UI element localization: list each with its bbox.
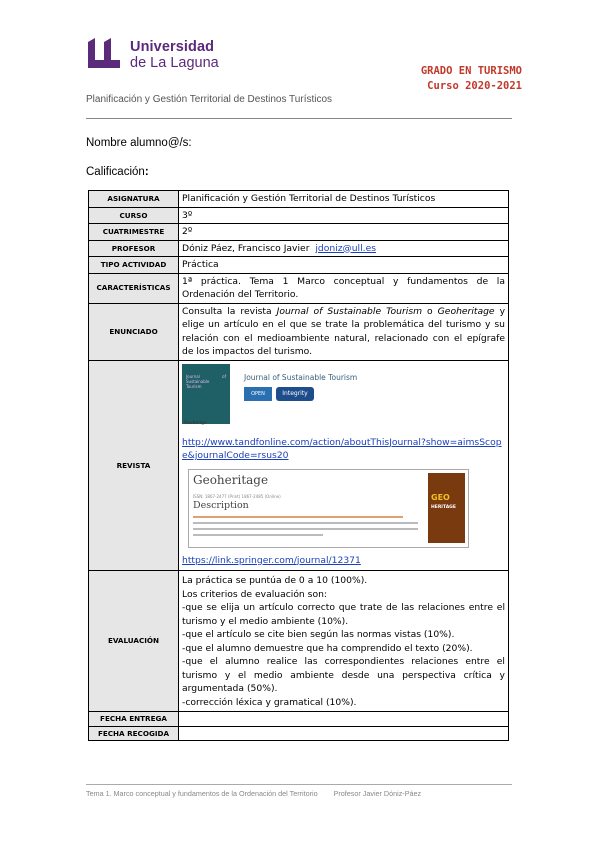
geo-cover-line2: HERITAGE [431, 504, 456, 510]
row-asignatura [89, 191, 509, 208]
jst-cover-title: Journal of Sustainable Tourism [186, 373, 226, 389]
row-evaluacion [89, 571, 509, 712]
enunciado-text-2: o [422, 305, 438, 317]
geoheritage-description-heading: Description [193, 499, 249, 511]
row-fecha-entrega [89, 712, 509, 727]
value-curso: 3º [179, 207, 509, 224]
label-tipo: TIPO ACTIVIDAD [89, 257, 179, 274]
row-profesor [89, 240, 509, 257]
geo-cover-line1: GEO [431, 492, 450, 502]
journal-name-1: Journal of Sustainable Tourism [276, 305, 423, 317]
geoheritage-link[interactable]: https://link.springer.com/journal/12371 [182, 554, 361, 566]
eval-line: La práctica se puntúa de 0 a 10 (100%). [182, 575, 368, 586]
label-cuatrimestre: CUATRIMESTRE [89, 224, 179, 241]
label-fecha-recogida: FECHA RECOGIDA [89, 726, 179, 741]
logo-line2: de La Laguna [130, 55, 219, 71]
geo-desc-line [193, 522, 418, 524]
header-divider [86, 118, 512, 119]
geo-desc-line [193, 516, 403, 518]
value-tipo: Práctica [179, 257, 509, 274]
value-cuatrimestre: 2º [179, 224, 509, 241]
geoheritage-issn: ISSN: 1867-2477 (Print) 1867-2485 (Online) [193, 493, 281, 499]
value-asignatura: Planificación y Gestión Territorial de Destinos Turísticos [179, 191, 509, 208]
jst-cover-image [182, 364, 230, 424]
footer-divider [86, 784, 512, 785]
row-enunciado [89, 303, 509, 360]
student-name-label: Nombre alumno@/s: [86, 137, 192, 149]
grade-label-text: Calificación [86, 166, 145, 178]
journal-name-2: Geoheritage [437, 305, 495, 317]
value-fecha-recogida[interactable] [179, 726, 509, 741]
eval-line: -corrección léxica y gramatical (10%). [182, 696, 357, 708]
row-tipo [89, 257, 509, 274]
program-header [421, 64, 522, 94]
open-access-badge: OPEN [244, 387, 272, 401]
professor-name: Dóniz Páez, Francisco Javier [182, 242, 310, 254]
enunciado-text-3: y elige un artículo en el que se trate la problemática del turismo y su relación con el medioambiente natural, relacionado con el epígrafe de los impactos del turismo. [182, 305, 506, 357]
row-caracteristicas [89, 273, 509, 303]
value-evaluacion [179, 571, 509, 712]
integrity-badge: Integrity [276, 387, 314, 401]
footer-topic: Tema 1. Marco conceptual y fundamentos de la Ordenación del Territorio [86, 789, 318, 798]
value-enunciado [179, 303, 509, 360]
enunciado-text-1: Consulta la revista [182, 305, 277, 317]
program-name: GRADO EN TURISMO [420, 65, 522, 77]
row-revista [89, 360, 509, 571]
value-profesor [179, 240, 509, 257]
row-cuatrimestre [89, 224, 509, 241]
eval-line: Los criterios de evaluación son: [182, 588, 328, 600]
jst-link[interactable]: http://www.tandfonline.com/action/aboutThisJournal?show=aimsScope&journalCode=rsus20 [182, 436, 502, 461]
geoheritage-cover-image [428, 473, 465, 543]
label-profesor: PROFESOR [89, 240, 179, 257]
label-evaluacion: EVALUACIÓN [89, 571, 179, 712]
logo-line1: Universidad [130, 39, 215, 55]
jst-banner [182, 364, 505, 426]
geo-desc-line [193, 528, 418, 530]
eval-line: -que el alumno demuestre que ha comprendido el texto (20%). [182, 642, 473, 654]
label-caracteristicas: CARACTERÍSTICAS [89, 273, 179, 303]
label-curso: CURSO [89, 207, 179, 224]
value-caracteristicas: 1ª práctica. Tema 1 Marco conceptual y fundamentos de la Ordenación del Territorio. [179, 273, 509, 303]
label-revista: REVISTA [89, 360, 179, 571]
label-asignatura: ASIGNATURA [89, 191, 179, 208]
professor-email-link[interactable]: jdoniz@ull.es [315, 242, 377, 254]
geoheritage-banner [188, 469, 469, 548]
footer-professor: Profesor Javier Dóniz-Páez [333, 789, 422, 798]
course-year: Curso 2020-2021 [427, 80, 522, 92]
geo-desc-line [193, 534, 323, 536]
activity-sheet-table [88, 190, 509, 741]
ull-logo-icon [86, 38, 124, 68]
jst-banner-title: Journal of Sustainable Tourism [244, 372, 358, 382]
eval-line: -que el alumno realice las correspondientes relaciones entre el turismo y el medio ambiente desde una perspectiva crítica y argumentada (50%). [182, 656, 505, 694]
row-fecha-recogida [89, 726, 509, 741]
jst-cover-publisher: Routledge [184, 421, 207, 426]
label-fecha-entrega: FECHA ENTREGA [89, 712, 179, 727]
eval-line: -que se elija un artículo correcto que trate de las relaciones entre el turismo y el medio ambiente (10%). [182, 602, 505, 627]
label-enunciado: ENUNCIADO [89, 303, 179, 360]
page-footer [86, 789, 421, 798]
value-revista [179, 360, 509, 571]
row-curso [89, 207, 509, 224]
geoheritage-title: Geoheritage [193, 472, 269, 487]
grade-label [86, 166, 149, 178]
university-logo [86, 38, 226, 74]
eval-line: -que el artículo se cite bien según las normas vistas (10%). [182, 629, 455, 640]
subject-header: Planificación y Gestión Territorial de Destinos Turísticos [86, 94, 333, 105]
value-fecha-entrega[interactable] [179, 712, 509, 727]
grade-label-colon: : [144, 166, 149, 178]
